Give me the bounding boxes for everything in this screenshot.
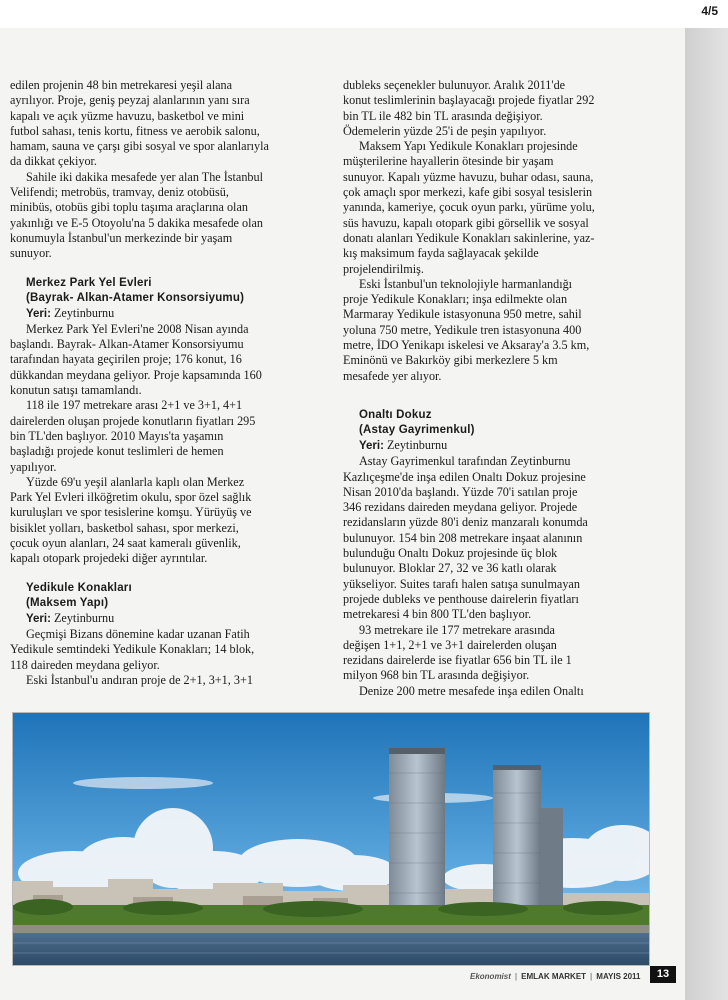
section-location: Yeri: Zeytinburnu: [26, 610, 115, 625]
paragraph: Eski İstanbul'u andıran proje de 2+1, 3+1, 3+1: [26, 672, 253, 687]
left-column: [10, 78, 310, 688]
paragraph: Eski İstanbul'un teknolojiyle harmanlandığı proje Yedikule Konakları; inşa edilmekte olan Marmaray Yedikule istasyonuna 950 metre, sahil yoluna 750 metre, Yedikule tren istasyonuna 400 metre, İDO Yenikapı iskelesi ve Aksaray'a 3.5 km, Eminönü ve Bakırköy gibi merkezlere 5 km mesafede yer alıyor.: [343, 276, 590, 383]
section-title: Yedikule Konakları: [26, 581, 132, 594]
section-title: Merkez Park Yel Evleri: [26, 276, 152, 289]
section-location: Yeri: Zeytinburnu: [359, 437, 448, 452]
page-number: 13: [650, 966, 676, 983]
paragraph: 93 metrekare ile 177 metrekare arasında değişen 1+1, 2+1 ve 3+1 dairelerden oluşan rezidans dairelerde ise fiyatlar 656 bin TL ile 1 milyon 968 bin TL arasında değişiyor.: [343, 622, 572, 683]
paragraph: Merkez Park Yel Evleri'ne 2008 Nisan ayında başlandı. Bayrak- Alkan-Atamer Konsorsiyumu tarafından hayata geçirilen proje; 176 konut, 16 dükkandan meydana geliyor. Proje kapsamında 160 konutun satışı tamamlandı.: [10, 321, 262, 398]
footer-separator: |: [590, 971, 593, 981]
footer-separator: |: [514, 971, 518, 981]
section-location: Yeri: Zeytinburnu: [26, 305, 115, 320]
section-developer: (Bayrak- Alkan-Atamer Konsorsiyumu): [26, 291, 245, 304]
section-developer: (Maksem Yapı): [26, 596, 109, 609]
footer-issue: MAYIS 2011: [596, 971, 641, 981]
paragraph: Geçmişi Bizans dönemine kadar uzanan Fatih Yedikule semtindeki Yedikule Konakları; 14 blok, 118 daireden meydana geliyor.: [10, 626, 255, 672]
paragraph: dubleks seçenekler bulunuyor. Aralık 2011'de konut teslimlerinin başlayacağı projede fiyatlar 292 bin TL ile 482 bin TL arasında değişiyor. Ödemelerin yüzde 25'i de peşin yapılıyor.: [343, 78, 595, 138]
magazine-brand: Ekonomist: [470, 971, 511, 981]
paragraph: edilen projenin 48 bin metrekaresi yeşil alana ayrılıyor. Proje, geniş peyzaj alanlarının yanı sıra kapalı ve açık yüzme havuzu, basketbol ve mini futbol sahası, tenis kortu, fitness ve aerobik salonu, hamam, sauna ve çarşı gibi sosyal ve spor alanlarıyla da dikkat çekiyor.: [10, 78, 269, 169]
page-tab: [0, 0, 728, 28]
section-developer: (Astay Gayrimenkul): [359, 423, 475, 436]
section-title: Onaltı Dokuz: [359, 408, 432, 421]
page-edge-shadow: [685, 28, 728, 1000]
paragraph: Sahile iki dakika mesafede yer alan The İstanbul Velifendi; metrobüs, tramvay, deniz otobüsü, minibüs, otobüs gibi toplu taşıma araçlarına olan yakınlığı ve E-5 Otoyolu'na 5 dakika mesafede olan konumuyla İstanbul'un merkezinde bir yaşam sunuyor.: [10, 169, 264, 261]
paragraph: Yüzde 69'u yeşil alanlarla kaplı olan Merkez Park Yel Evleri ilköğretim okulu, spor özel sağlık kuruluşları ve spor tesislerine komşu. Yürüyüş ve bisiklet yolları, basketbol sahası, spor merkezi, çocuk oyun alanları, 24 saat kameralı güvenlik, kapalı otopark projedeki diğer ayrıntılar.: [10, 474, 252, 566]
project-photo: [12, 712, 650, 966]
paragraph: 118 ile 197 metrekare arası 2+1 ve 3+1, 4+1 dairelerden oluşan projede konutların fiyatları 295 bin TL'den başlıyor. 2010 Mayıs'ta yaşamın başladığı projede konut teslimleri de hemen yapılıyor.: [10, 398, 256, 474]
paragraph: Astay Gayrimenkul tarafından Zeytinburnu Kazlıçeşme'de inşa edilen Onaltı Dokuz projesine Nisan 2010'da başlandı. Yüzde 70'i satılan proje 346 rezidans daireden meydana geliyor. Projede rezidansların yüzde 80'i deniz manzaralı konumda bulunuyor. 154 bin 208 metrekare inşaat alanının bulunduğu Onaltı Dokuz projesinde üç blok bulunuyor. Bloklar 27, 32 ve 36 katlı olarak yükseliyor. Suites tarafı halen satışa sunulmayan projede dubleks ve penthouse dairelerin fiyatları metrekaresi 4 bin 800 TL'den başlıyor.: [343, 454, 588, 622]
paragraph: Maksem Yapı Yedikule Konakları projesinde müşterilerine hayallerin ötesinde bir yaşam sunuyor. Kapalı yüzme havuzu, buhar odası, sauna, çok amaçlı spor merkezi, kafe gibi sosyal tesislerin yanında, kameriye, çocuk oyun parkı, yürüme yolu, süs havuzu, kapalı otopark gibi görsellik ve sosyal donatı alanları Yedikule Konakları sakinlerine, yaz- kış maksimum fayda sağlayacak şekilde projelendirilmiş.: [343, 139, 595, 276]
page-counter: 4/5: [701, 4, 718, 18]
right-column: [343, 78, 643, 699]
footer-section: EMLAK MARKET: [521, 971, 587, 981]
paragraph: Denize 200 metre mesafede inşa edilen Onaltı: [359, 683, 584, 698]
